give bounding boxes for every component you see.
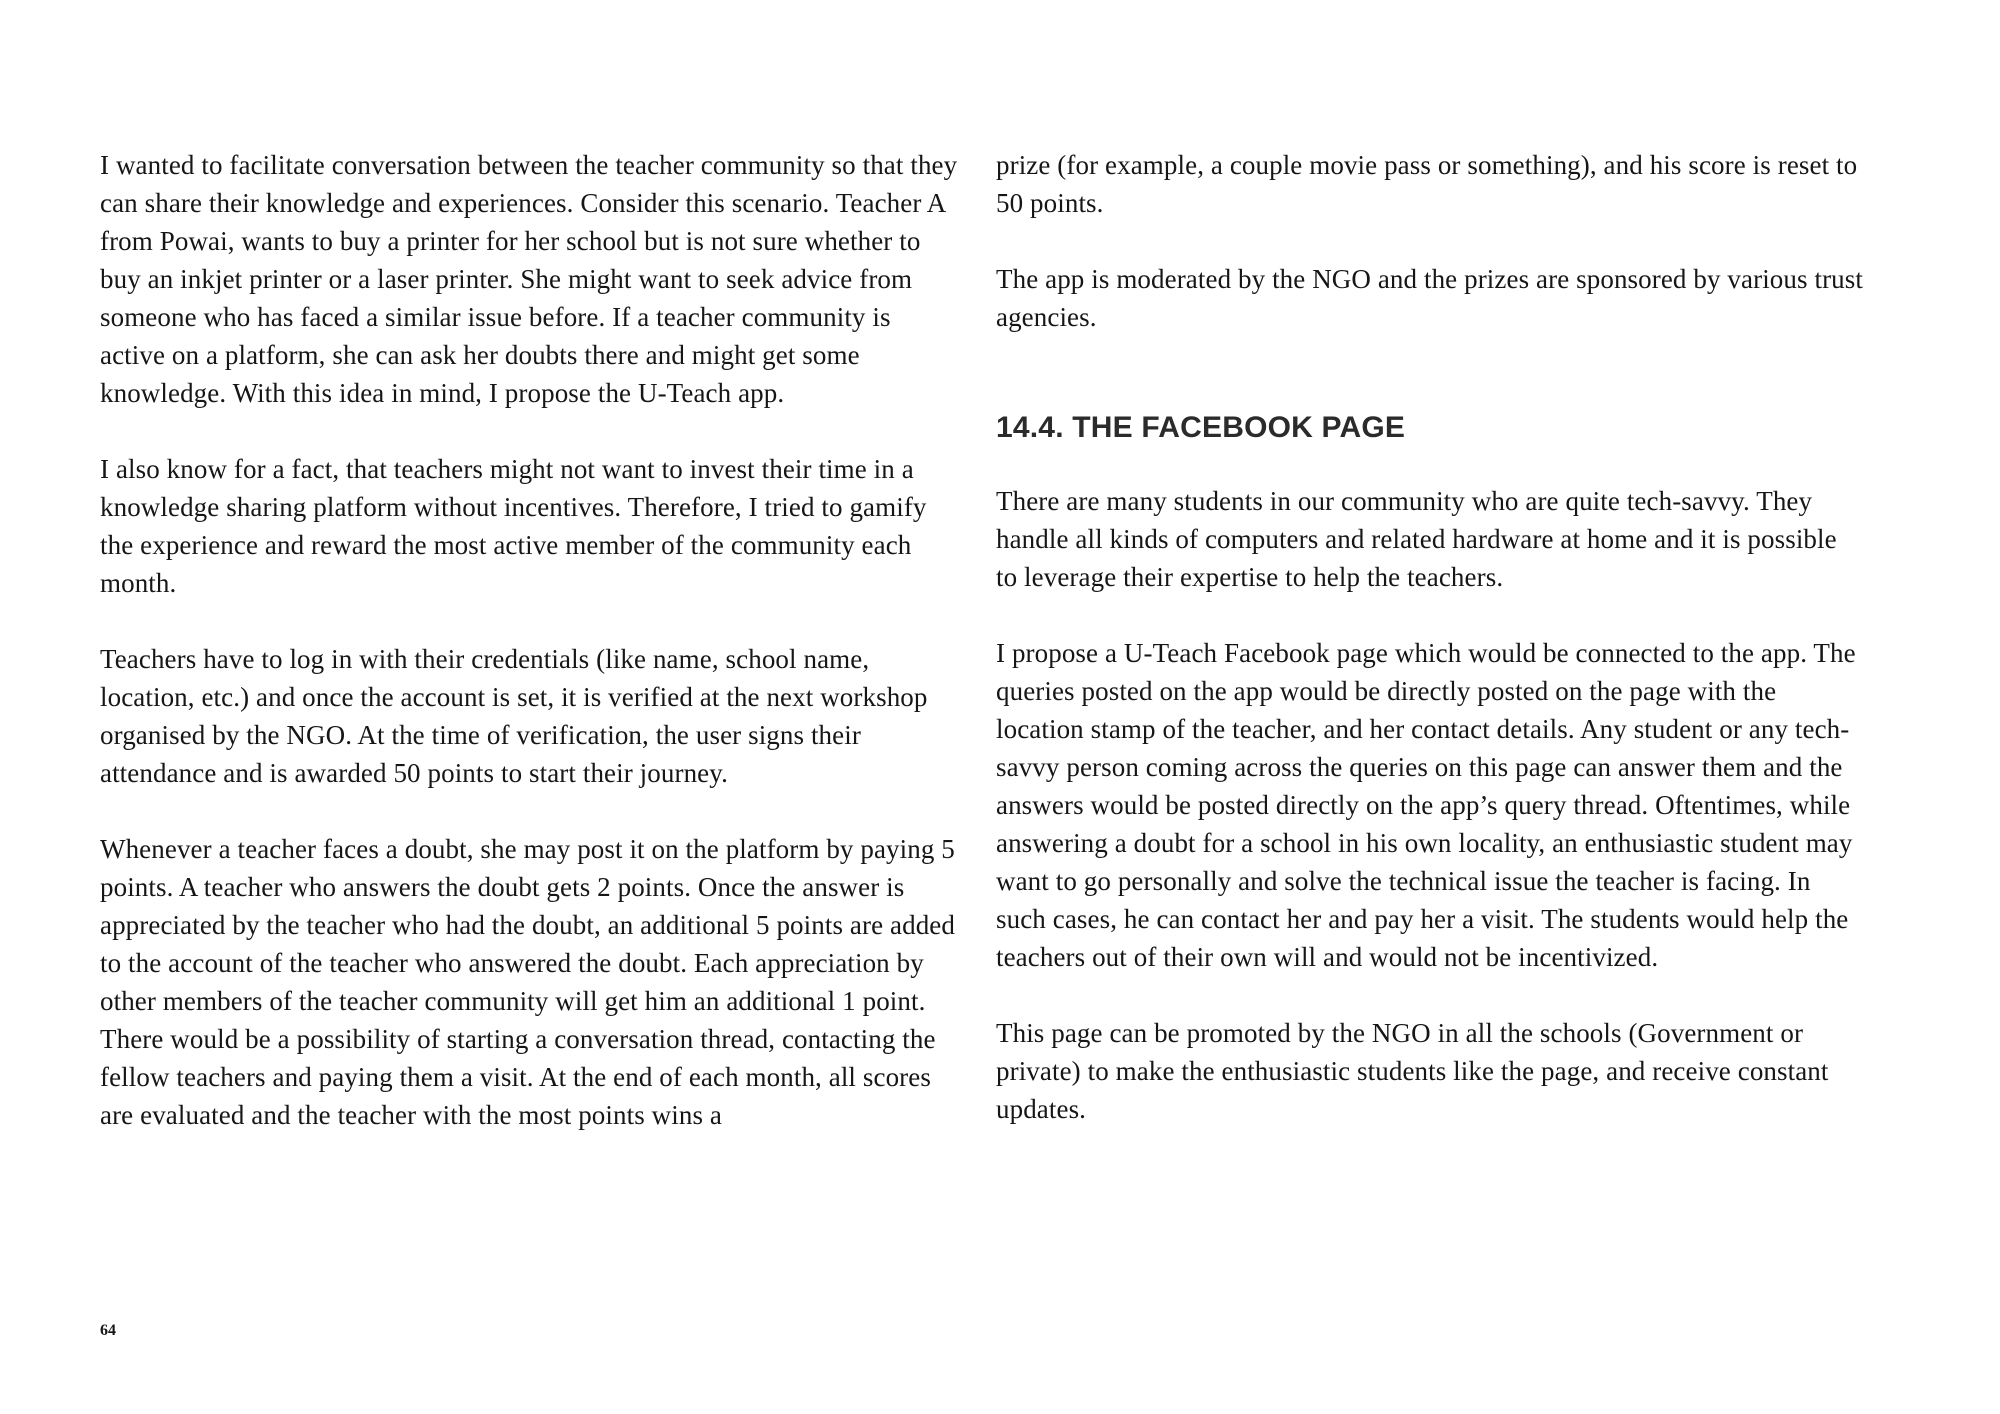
- paragraph-gamify-incentives: I also know for a fact, that teachers might not want to invest their time in a knowledge sharing platform without incentives. Therefore, I tried to gamify the experience and reward the most active member of the community each month.: [100, 454, 927, 598]
- paragraph-page-promotion: This page can be promoted by the NGO in all the schools (Government or private) to make the enthusiastic students like the page, and receive constant updates.: [996, 1018, 1829, 1124]
- page-number: 64: [100, 1322, 116, 1339]
- paragraph-facebook-page-proposal: I propose a U-Teach Facebook page which would be connected to the app. The queries posted on the app would be directly posted on the page with the location stamp of the teacher, and her contact details. Any student or any tech-savvy person coming across the queries on this page can answer them and the answers would be posted directly on the app’s query thread. Oftentimes, while answering a doubt for a school in his own locality, an enthusiastic student may want to go personally and solve the technical issue the teacher is facing. In such cases, he can contact her and pay her a visit. The students would help the teachers out of their own will and would not be incentivized.: [996, 638, 1856, 972]
- paragraph-prize-continuation: prize (for example, a couple movie pass or something), and his score is reset to 50 points.: [996, 150, 1858, 218]
- paragraph-points-system: Whenever a teacher faces a doubt, she may post it on the platform by paying 5 points. A teacher who answers the doubt gets 2 points. Once the answer is appreciated by the teacher who had the doubt, an additional 5 points are added to the account of the teacher who answered the doubt. Each appreciation by other members of the teacher community will get him an additional 1 point. There would be a possibility of starting a conversation thread, contacting the fellow teachers and paying them a visit. At the end of each month, all scores are evaluated and the teacher with the most points wins a: [100, 834, 955, 1130]
- left-column: [100, 146, 962, 1134]
- two-column-text-layout: [100, 146, 1864, 1134]
- right-column: [996, 146, 1864, 1134]
- section-heading-facebook-page: 14.4. THE FACEBOOK PAGE: [996, 411, 1406, 444]
- paragraph-login-credentials: Teachers have to log in with their credentials (like name, school name, location, etc.) and once the account is set, it is verified at the next workshop organised by the NGO. At the time of verification, the user signs their attendance and is awarded 50 points to start their journey.: [100, 644, 928, 788]
- paragraph-moderation: The app is moderated by the NGO and the prizes are sponsored by various trust agencies.: [996, 264, 1863, 332]
- paragraph-uteach-intro: I wanted to facilitate conversation between the teacher community so that they can share their knowledge and experiences. Consider this scenario. Teacher A from Powai, wants to buy a printer for her school but is not sure whether to buy an inkjet printer or a laser printer. She might want to seek advice from someone who has faced a similar issue before. If a teacher community is active on a platform, she can ask her doubts there and might get some knowledge. With this idea in mind, I propose the U-Teach app.: [100, 150, 958, 408]
- paragraph-tech-savvy-students: There are many students in our community who are quite tech-savvy. They handle all kinds of computers and related hardware at home and it is possible to leverage their expertise to help the teachers.: [996, 486, 1837, 592]
